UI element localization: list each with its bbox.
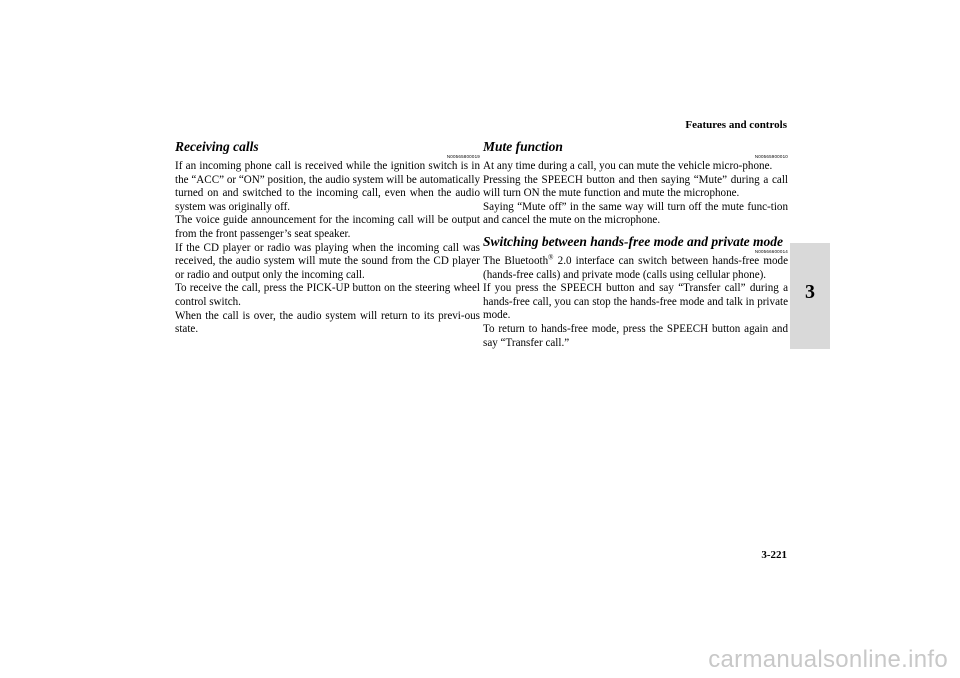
section-receiving-calls — [175, 139, 480, 337]
section-title: Mute function — [483, 139, 563, 154]
section-code: N00565900010 — [754, 154, 788, 159]
section-title: Receiving calls — [175, 139, 259, 154]
paragraph: Pressing the SPEECH button and then saying “Mute” during a call will turn ON the mute function and mute the microphone. — [483, 173, 788, 200]
paragraph: If you press the SPEECH button and say “Transfer call” during a hands-free call, you can stop the hands-free mode and talk in private mode. — [483, 282, 788, 322]
paragraph: To return to hands-free mode, press the SPEECH button again and say “Transfer call.” — [483, 322, 788, 349]
running-header: Features and controls — [685, 119, 787, 131]
paragraph: When the call is over, the audio system will return to its previ-ous state. — [175, 309, 480, 336]
page-number: 3-221 — [761, 549, 787, 561]
chapter-tab — [790, 243, 830, 349]
paragraph: Saying “Mute off” in the same way will turn off the mute func-tion and cancel the mute on the microphone. — [483, 200, 788, 227]
watermark: carmanualsonline.info — [708, 646, 948, 673]
left-column — [175, 139, 480, 343]
paragraph: If the CD player or radio was playing when the incoming call was received, the audio system will mute the sound from the CD player or radio and output only the incoming call. — [175, 241, 480, 281]
bluetooth-text: The Bluetooth — [483, 254, 549, 267]
registered-mark: ® — [548, 253, 554, 262]
interface-text: 2.0 interface can switch between hands-free mode (hands-free calls) and private mode (calls using cellular phone). — [483, 254, 789, 281]
paragraph — [483, 255, 788, 282]
paragraph: At any time during a call, you can mute the vehicle micro-phone. — [483, 160, 773, 172]
paragraph: To receive the call, press the PICK-UP button on the steering wheel control switch. — [175, 282, 480, 308]
paragraph: If an incoming phone call is received while the ignition switch is in the “ACC” or “ON” position, the audio system will be automatically turned on and switched to the incoming call, even when the audio system was originally off. — [175, 160, 480, 213]
paragraph: The voice guide announcement for the incoming call will be output from the front passenger’s seat speaker. — [175, 214, 480, 240]
section-mute-function — [483, 139, 788, 228]
section-title: Switching between hands-free mode and private mode — [483, 233, 783, 249]
right-column — [483, 139, 788, 356]
chapter-number: 3 — [805, 281, 815, 303]
section-code: N00566600014 — [754, 248, 788, 254]
section-code: N00565800019 — [446, 154, 480, 159]
section-switching-modes — [483, 234, 788, 350]
